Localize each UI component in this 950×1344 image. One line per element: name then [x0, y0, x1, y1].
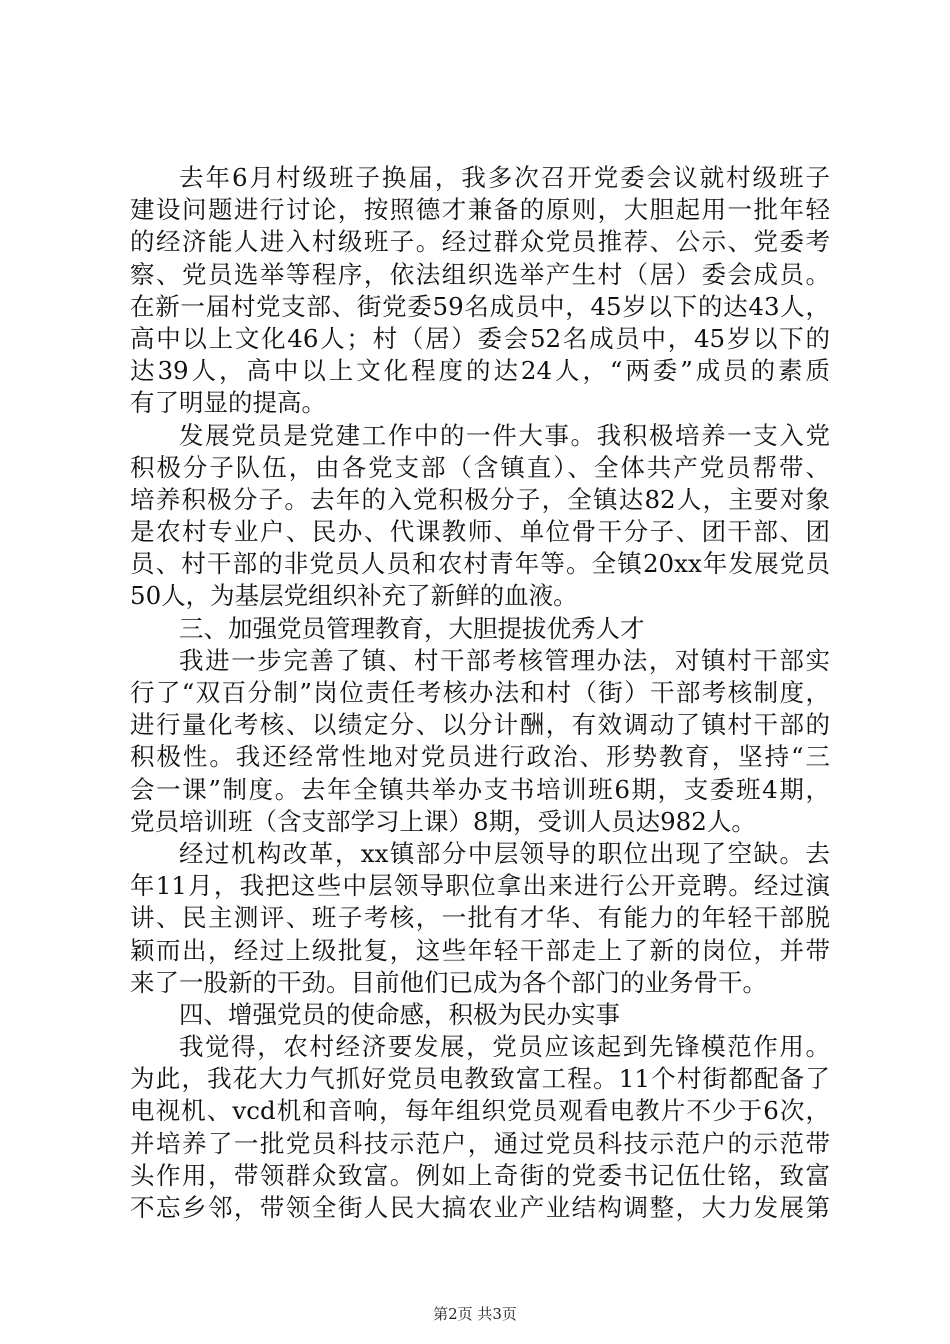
text-line: 经过机构改革，xx镇部分中层领导的职位出现了空缺。去 — [179, 838, 830, 868]
text-line: 高中以上文化46人；村（居）委会52名成员中，45岁以下的 — [130, 323, 830, 353]
text-line: 我进一步完善了镇、村干部考核管理办法，对镇村干部实 — [179, 645, 830, 675]
text-line: 为此，我花大力气抓好党员电教致富工程。11个村街都配备了 — [130, 1064, 830, 1094]
page-footer: 第2页 共3页 — [433, 1305, 517, 1323]
text-line: 的经济能人进入村级班子。经过群众党员推荐、公示、党委考 — [130, 227, 830, 257]
text-line: 培养积极分子。去年的入党积极分子，全镇达82人，主要对象 — [130, 484, 830, 514]
text-line: 会一课”制度。去年全镇共举办支书培训班6期，支委班4期， — [130, 774, 830, 804]
text-line: 讲、民主测评、班子考核，一批有才华、有能力的年轻干部脱 — [130, 903, 830, 933]
text-line: 我觉得，农村经济要发展，党员应该起到先锋模范作用。 — [179, 1032, 830, 1062]
text-line: 察、党员选举等程序，依法组织选举产生村（居）委会成员。 — [130, 259, 830, 289]
text-line: 是农村专业户、民办、代课教师、单位骨干分子、团干部、团 — [130, 517, 830, 547]
text-line: 三、加强党员管理教育，大胆提拔优秀人才 — [179, 613, 645, 643]
text-line: 员、村干部的非党员人员和农村青年等。全镇20xx年发展党员 — [130, 549, 830, 579]
text-line: 进行量化考核、以绩定分、以分计酬，有效调动了镇村干部的 — [130, 710, 830, 740]
text-line: 行了“双百分制”岗位责任考核办法和村（街）干部考核制度， — [130, 678, 830, 707]
text-line: 有了明显的提高。 — [130, 388, 326, 418]
document-body — [130, 162, 830, 1224]
text-line: 建设问题进行讨论，按照德才兼备的原则，大胆起用一批年轻 — [130, 195, 830, 225]
text-line: 在新一届村党支部、街党委59名成员中，45岁以下的达43人， — [130, 291, 830, 321]
text-line: 积极分子队伍，由各党支部（含镇直）、全体共产党员帮带、 — [130, 452, 830, 482]
text-line: 来了一股新的干劲。目前他们已成为各个部门的业务骨干。 — [130, 967, 767, 997]
text-line: 50人，为基层党组织补充了新鲜的血液。 — [130, 581, 578, 611]
text-line: 四、增强党员的使命感，积极为民办实事 — [179, 999, 620, 1029]
text-line: 发展党员是党建工作中的一件大事。我积极培养一支入党 — [179, 420, 830, 450]
text-line: 不忘乡邻，带领全街人民大搞农业产业结构调整，大力发展第 — [130, 1193, 830, 1222]
text-line: 年11月，我把这些中层领导职位拿出来进行公开竞聘。经过演 — [130, 871, 830, 901]
text-line: 党员培训班（含支部学习上课）8期，受训人员达982人。 — [130, 806, 756, 836]
text-line: 电视机、vcd机和音响，每年组织党员观看电教片不少于6次， — [130, 1096, 830, 1126]
text-line: 头作用，带领群众致富。例如上奇街的党委书记伍仕铭，致富 — [130, 1160, 830, 1190]
text-line: 达39人，高中以上文化程度的达24人，“两委”成员的素质 — [130, 356, 830, 386]
text-line: 颖而出，经过上级批复，这些年轻干部走上了新的岗位，并带 — [130, 935, 830, 965]
text-line: 去年6月村级班子换届，我多次召开党委会议就村级班子 — [179, 163, 830, 192]
text-line: 并培养了一批党员科技示范户，通过党员科技示范户的示范带 — [130, 1128, 830, 1158]
text-line: 积极性。我还经常性地对党员进行政治、形势教育，坚持“三 — [130, 742, 830, 772]
